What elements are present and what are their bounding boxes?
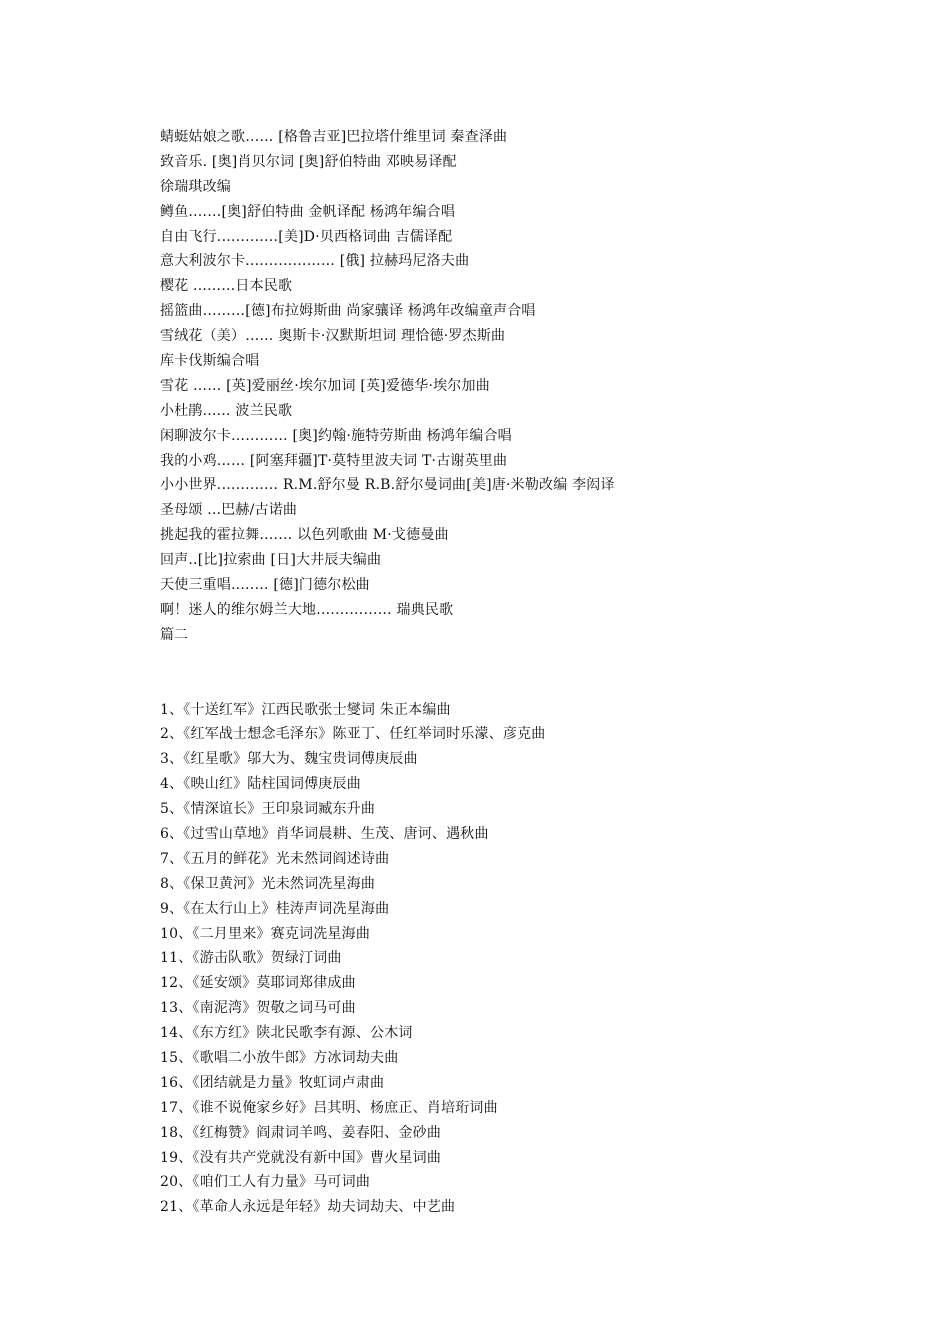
document-body	[160, 125, 900, 1220]
list-line: 小小世界.………… R.M.舒尔曼 R.B.舒尔曼词曲[美]唐·米勒改编 李闳译	[160, 477, 615, 494]
numbered-list-item: 7、《五月的鲜花》光未然词阎述诗曲	[160, 850, 390, 867]
numbered-list-item: 1、《十送红军》江西民歌张士燮词 朱正本编曲	[160, 701, 451, 718]
numbered-list-item: 10、《二月里来》赛克词冼星海曲	[160, 925, 371, 942]
numbered-list-item: 13、《南泥湾》贺敬之词马可曲	[160, 1000, 356, 1017]
numbered-list-item: 8、《保卫黄河》光未然词冼星海曲	[160, 875, 376, 892]
list-line: 我的小鸡…… [阿塞拜疆]T·莫特里波夫词 T·古谢英里曲	[160, 452, 508, 469]
numbered-list-item: 6、《过雪山草地》肖华词晨耕、生茂、唐诃、遇秋曲	[160, 825, 489, 842]
numbered-list-item: 15、《歌唱二小放牛郎》方冰词劫夫曲	[160, 1049, 399, 1066]
list-line: 库卡伐斯编合唱	[160, 353, 260, 370]
numbered-list-item: 17、《谁不说俺家乡好》吕其明、杨庶正、肖培珩词曲	[160, 1099, 498, 1116]
numbered-list-item: 2、《红军战士想念毛泽东》陈亚丁、任红举词时乐濛、彦克曲	[160, 726, 546, 743]
list-line: 雪绒花（美）…… 奥斯卡·汉默斯坦词 理恰德·罗杰斯曲	[160, 328, 506, 345]
numbered-list-item: 3、《红星歌》邬大为、魏宝贵词傅庚辰曲	[160, 751, 418, 768]
numbered-list-item: 14、《东方红》陕北民歌李有源、公木词	[160, 1025, 413, 1042]
list-line: 天使三重唱..…… [德]门德尔松曲	[160, 577, 370, 594]
numbered-list-item: 18、《红梅赞》阎肃词羊鸣、姜春阳、金砂曲	[160, 1124, 442, 1141]
list-line: 徐瑞琪改编	[160, 178, 231, 195]
list-line: 蜻蜓姑娘之歌…… [格鲁吉亚]巴拉塔什维里词 秦查泽曲	[160, 129, 508, 145]
numbered-list-item: 16、《团结就是力量》牧虹词卢肃曲	[160, 1074, 385, 1091]
list-line: 啊！迷人的维尔姆兰大地.…………… 瑞典民歌	[160, 601, 454, 618]
numbered-list-item: 21、《革命人永远是年轻》劫夫词劫夫、中艺曲	[160, 1199, 456, 1216]
list-line: 意大利波尔卡.……………… [俄] 拉赫玛尼洛夫曲	[160, 253, 470, 270]
numbered-list-item: 20、《咱们工人有力量》马可词曲	[160, 1174, 371, 1191]
list-line: 鳟鱼.……[奥]舒伯特曲 金帆译配 杨鸿年编合唱	[160, 203, 456, 220]
numbered-list-item: 4、《映山红》陆柱国词傅庚辰曲	[160, 776, 361, 793]
list-line: 雪花 …… [英]爱丽丝·埃尔加词 [英]爱德华·埃尔加曲	[160, 377, 490, 394]
numbered-list-item: 9、《在太行山上》桂涛声词冼星海曲	[160, 900, 390, 917]
list-line: 自由飞行.…………[美]D·贝西格词曲 吉儒译配	[160, 228, 453, 245]
section-spacer	[160, 648, 900, 698]
song-list-part1	[160, 125, 900, 623]
list-line: 致音乐. [奥]肖贝尔词 [奥]舒伯特曲 邓映易译配	[160, 153, 457, 170]
section-heading: 篇二	[160, 626, 188, 643]
list-line: 回声..[比]拉索曲 [日]大井辰夫编曲	[160, 552, 382, 569]
list-line: 圣母颂 ...巴赫/古诺曲	[160, 502, 298, 519]
numbered-list-item: 12、《延安颂》莫耶词郑律成曲	[160, 975, 356, 992]
list-line: 樱花 ...……日本民歌	[160, 278, 293, 295]
list-line: 闲聊波尔卡………… [奥]约翰·施特劳斯曲 杨鸿年编合唱	[160, 427, 512, 444]
numbered-list-item: 11、《游击队歌》贺绿汀词曲	[160, 950, 342, 967]
song-list-part2	[160, 698, 900, 1221]
numbered-list-item: 5、《情深谊长》王印泉词臧东升曲	[160, 801, 376, 818]
list-line: 摇篮曲………[德]布拉姆斯曲 尚家骧译 杨鸿年改编童声合唱	[160, 303, 536, 320]
numbered-list-item: 19、《没有共产党就没有新中国》曹火星词曲	[160, 1149, 442, 1166]
list-line: 挑起我的霍拉舞.…… 以色列歌曲 M·戈德曼曲	[160, 527, 449, 544]
list-line: 小杜鹃...… 波兰民歌	[160, 402, 293, 419]
